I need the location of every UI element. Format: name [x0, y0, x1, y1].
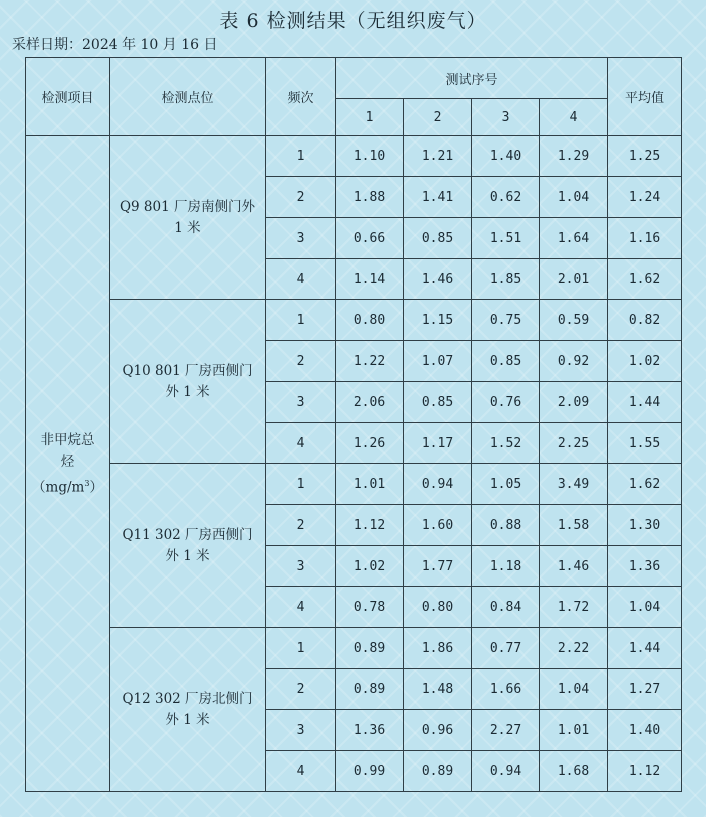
value-cell: 1.48 — [404, 669, 472, 710]
header-frequency: 频次 — [266, 58, 336, 136]
average-cell: 1.44 — [608, 382, 682, 423]
value-cell: 0.89 — [336, 628, 404, 669]
header-test-col: 3 — [472, 99, 540, 136]
value-cell: 0.94 — [472, 751, 540, 792]
value-cell: 2.25 — [540, 423, 608, 464]
value-cell: 2.09 — [540, 382, 608, 423]
value-cell: 0.85 — [404, 218, 472, 259]
average-cell: 1.02 — [608, 341, 682, 382]
table-title: 表 6 检测结果（无组织废气） — [219, 10, 487, 32]
monitoring-point-cell: Q12 302 厂房北侧门外 1 米 — [110, 628, 266, 792]
value-cell: 1.58 — [540, 505, 608, 546]
frequency-cell: 1 — [266, 628, 336, 669]
value-cell: 0.92 — [540, 341, 608, 382]
value-cell: 1.52 — [472, 423, 540, 464]
value-cell: 1.12 — [336, 505, 404, 546]
results-body — [26, 136, 682, 792]
value-cell: 1.22 — [336, 341, 404, 382]
value-cell: 1.88 — [336, 177, 404, 218]
frequency-cell: 3 — [266, 218, 336, 259]
average-cell: 1.44 — [608, 628, 682, 669]
value-cell: 1.29 — [540, 136, 608, 177]
value-cell: 0.96 — [404, 710, 472, 751]
frequency-cell: 4 — [266, 423, 336, 464]
header-test-col: 1 — [336, 99, 404, 136]
frequency-cell: 3 — [266, 546, 336, 587]
average-cell: 1.30 — [608, 505, 682, 546]
value-cell: 1.01 — [540, 710, 608, 751]
frequency-cell: 1 — [266, 136, 336, 177]
value-cell: 1.14 — [336, 259, 404, 300]
value-cell: 0.85 — [472, 341, 540, 382]
table-row — [26, 464, 682, 505]
average-cell: 1.27 — [608, 669, 682, 710]
table-row — [26, 136, 682, 177]
value-cell: 1.46 — [404, 259, 472, 300]
table-row — [26, 300, 682, 341]
average-cell: 1.40 — [608, 710, 682, 751]
average-cell: 1.24 — [608, 177, 682, 218]
value-cell: 1.17 — [404, 423, 472, 464]
value-cell: 1.41 — [404, 177, 472, 218]
value-cell: 1.77 — [404, 546, 472, 587]
item-name-line2: 烃（mg/m — [32, 453, 85, 496]
average-cell: 1.55 — [608, 423, 682, 464]
average-cell: 1.04 — [608, 587, 682, 628]
value-cell: 1.66 — [472, 669, 540, 710]
value-cell: 2.22 — [540, 628, 608, 669]
value-cell: 1.46 — [540, 546, 608, 587]
value-cell: 1.40 — [472, 136, 540, 177]
value-cell: 0.66 — [336, 218, 404, 259]
header-item: 检测项目 — [26, 58, 110, 136]
value-cell: 1.10 — [336, 136, 404, 177]
average-cell: 1.25 — [608, 136, 682, 177]
item-name-line1: 非甲烷总 — [40, 431, 95, 448]
value-cell: 1.86 — [404, 628, 472, 669]
value-cell: 1.51 — [472, 218, 540, 259]
value-cell: 1.04 — [540, 669, 608, 710]
value-cell: 1.15 — [404, 300, 472, 341]
value-cell: 1.36 — [336, 710, 404, 751]
value-cell: 0.75 — [472, 300, 540, 341]
average-cell: 1.36 — [608, 546, 682, 587]
frequency-cell: 4 — [266, 587, 336, 628]
value-cell: 0.78 — [336, 587, 404, 628]
value-cell: 1.07 — [404, 341, 472, 382]
average-cell: 1.12 — [608, 751, 682, 792]
frequency-cell: 1 — [266, 464, 336, 505]
value-cell: 1.21 — [404, 136, 472, 177]
average-cell: 1.62 — [608, 259, 682, 300]
value-cell: 0.77 — [472, 628, 540, 669]
header-test-number: 测试序号 — [336, 58, 608, 99]
results-table — [25, 57, 682, 792]
frequency-cell: 3 — [266, 710, 336, 751]
sampling-date: 采样日期：2024 年 10 月 16 日 — [12, 37, 218, 53]
value-cell: 0.76 — [472, 382, 540, 423]
value-cell: 2.01 — [540, 259, 608, 300]
header-test-col: 4 — [540, 99, 608, 136]
value-cell: 0.62 — [472, 177, 540, 218]
value-cell: 0.89 — [404, 751, 472, 792]
value-cell: 0.84 — [472, 587, 540, 628]
value-cell: 0.99 — [336, 751, 404, 792]
value-cell: 0.59 — [540, 300, 608, 341]
value-cell: 2.27 — [472, 710, 540, 751]
monitoring-point-cell: Q9 801 厂房南侧门外 1 米 — [110, 136, 266, 300]
average-cell: 0.82 — [608, 300, 682, 341]
header-average: 平均值 — [608, 58, 682, 136]
value-cell: 0.94 — [404, 464, 472, 505]
frequency-cell: 3 — [266, 382, 336, 423]
table-row — [26, 628, 682, 669]
value-cell: 1.26 — [336, 423, 404, 464]
item-name-line2-end: ） — [89, 479, 103, 496]
value-cell: 1.02 — [336, 546, 404, 587]
frequency-cell: 2 — [266, 341, 336, 382]
value-cell: 0.85 — [404, 382, 472, 423]
average-cell: 1.62 — [608, 464, 682, 505]
header-point: 检测点位 — [110, 58, 266, 136]
value-cell: 3.49 — [540, 464, 608, 505]
value-cell: 1.05 — [472, 464, 540, 505]
value-cell: 1.60 — [404, 505, 472, 546]
frequency-cell: 4 — [266, 751, 336, 792]
header-test-col: 2 — [404, 99, 472, 136]
value-cell: 2.06 — [336, 382, 404, 423]
value-cell: 0.80 — [336, 300, 404, 341]
frequency-cell: 4 — [266, 259, 336, 300]
monitoring-point-cell: Q10 801 厂房西侧门外 1 米 — [110, 300, 266, 464]
value-cell: 1.72 — [540, 587, 608, 628]
value-cell: 1.18 — [472, 546, 540, 587]
frequency-cell: 2 — [266, 505, 336, 546]
frequency-cell: 2 — [266, 669, 336, 710]
value-cell: 0.89 — [336, 669, 404, 710]
value-cell: 1.68 — [540, 751, 608, 792]
average-cell: 1.16 — [608, 218, 682, 259]
monitoring-point-cell: Q11 302 厂房西侧门外 1 米 — [110, 464, 266, 628]
value-cell: 0.88 — [472, 505, 540, 546]
frequency-cell: 1 — [266, 300, 336, 341]
value-cell: 1.04 — [540, 177, 608, 218]
value-cell: 1.64 — [540, 218, 608, 259]
value-cell: 1.85 — [472, 259, 540, 300]
item-cell — [26, 136, 110, 792]
frequency-cell: 2 — [266, 177, 336, 218]
item-unit-superscript: 3 — [84, 478, 90, 488]
value-cell: 0.80 — [404, 587, 472, 628]
value-cell: 1.01 — [336, 464, 404, 505]
